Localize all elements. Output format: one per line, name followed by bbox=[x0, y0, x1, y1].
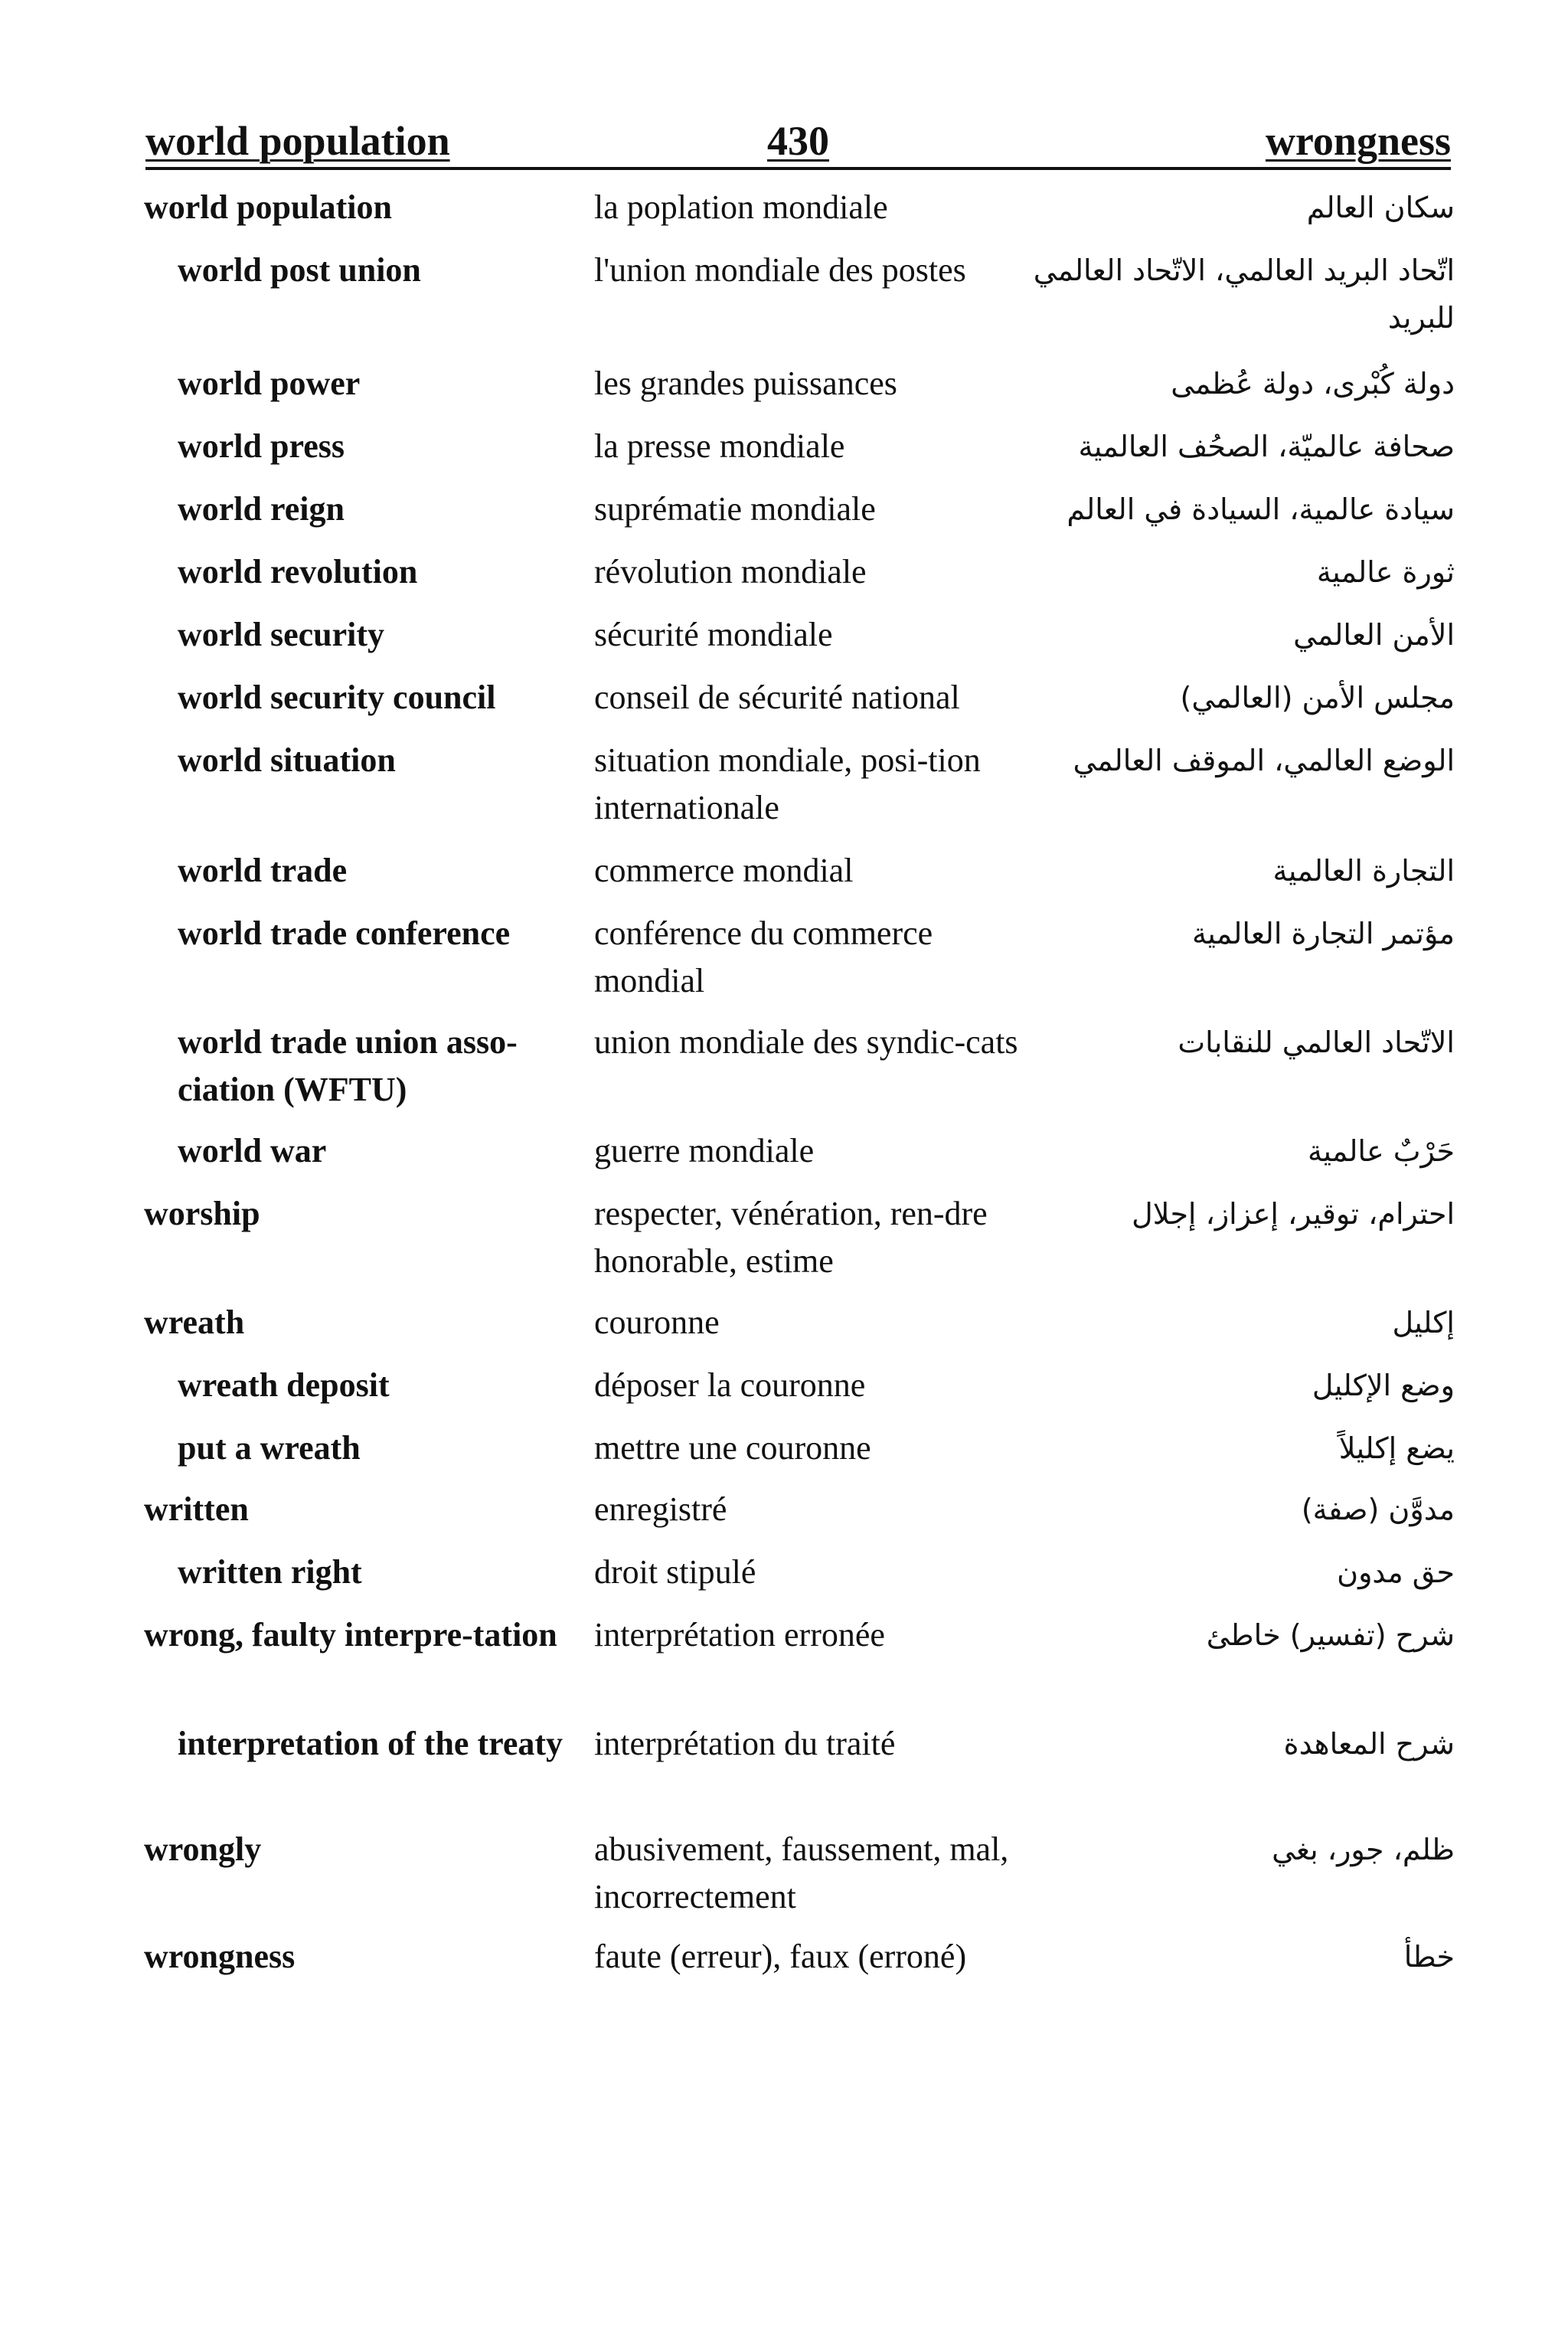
french-translation: guerre mondiale bbox=[594, 1132, 815, 1169]
french-translation: suprématie mondiale bbox=[594, 490, 876, 528]
arabic-translation: سيادة عالمية، السيادة في العالم bbox=[1067, 492, 1455, 526]
arabic-translation: مؤتمر التجارة العالمية bbox=[1191, 917, 1455, 950]
french-translation: la presse mondiale bbox=[594, 427, 845, 465]
english-term: interpretation of the treaty bbox=[178, 1725, 564, 1762]
french-translation: l'union mondiale des postes bbox=[594, 251, 966, 289]
arabic-translation: شرح المعاهدة bbox=[1283, 1727, 1455, 1761]
english-term: world power bbox=[178, 365, 361, 402]
arabic-translation: الأمن العالمي bbox=[1293, 618, 1455, 652]
french-translation: respecter, vénération, ren-dre honorable, estime bbox=[594, 1195, 988, 1280]
french-translation: sécurité mondiale bbox=[594, 616, 833, 653]
arabic-translation: ثورة عالمية bbox=[1316, 555, 1455, 589]
english-term: worship bbox=[144, 1195, 260, 1232]
french-translation: union mondiale des syndic-cats bbox=[594, 1023, 1018, 1061]
header-rule bbox=[145, 167, 1451, 170]
french-translation: interprétation erronée bbox=[594, 1616, 885, 1654]
french-translation: commerce mondial bbox=[594, 852, 854, 889]
arabic-translation: الاتّحاد العالمي للنقابات bbox=[1178, 1025, 1455, 1059]
english-term: world security council bbox=[178, 679, 496, 716]
english-term: world reign bbox=[178, 490, 345, 528]
english-term: world war bbox=[178, 1132, 327, 1169]
french-translation: révolution mondiale bbox=[594, 553, 867, 590]
english-term: wrong, faulty interpre-tation bbox=[144, 1616, 557, 1654]
french-translation: conseil de sécurité national bbox=[594, 679, 960, 716]
english-term: written right bbox=[178, 1553, 362, 1591]
english-term: world security bbox=[178, 616, 385, 653]
english-term: written bbox=[144, 1490, 249, 1528]
page-header bbox=[145, 115, 1451, 167]
english-term: wreath bbox=[144, 1304, 245, 1341]
english-term: world situation bbox=[178, 741, 396, 779]
arabic-translation: سكان العالم bbox=[1306, 191, 1455, 224]
french-translation: situation mondiale, posi-tion internationale bbox=[594, 741, 981, 826]
french-translation: droit stipulé bbox=[594, 1553, 756, 1591]
header-first-entry: world population bbox=[145, 118, 450, 164]
french-translation: déposer la couronne bbox=[594, 1366, 866, 1404]
page-number: 430 bbox=[767, 118, 829, 164]
french-translation: abusivement, faussement, mal, incorrectement bbox=[594, 1830, 1009, 1915]
english-term: world trade bbox=[178, 852, 348, 889]
french-translation: faute (erreur), faux (erroné) bbox=[594, 1938, 967, 1975]
arabic-translation: شرح (تفسير) خاطئ bbox=[1206, 1618, 1455, 1652]
arabic-translation: صحافة عالميّة، الصحُف العالمية bbox=[1078, 430, 1455, 463]
english-term: world trade conference bbox=[178, 914, 511, 952]
arabic-translation: التجارة العالمية bbox=[1272, 854, 1455, 888]
arabic-translation: مجلس الأمن (العالمي) bbox=[1180, 681, 1455, 715]
arabic-translation: خطأ bbox=[1403, 1940, 1455, 1974]
english-term: world post union bbox=[178, 251, 421, 289]
english-term: world press bbox=[178, 427, 345, 465]
english-term: wrongness bbox=[144, 1938, 296, 1975]
arabic-translation: حَرْبٌ عالمية bbox=[1308, 1134, 1455, 1168]
french-translation: enregistré bbox=[594, 1490, 727, 1528]
arabic-translation: مدوَّن (صفة) bbox=[1301, 1493, 1455, 1526]
arabic-translation: ظلم، جور، بغي bbox=[1272, 1833, 1455, 1866]
english-term: wreath deposit bbox=[178, 1366, 390, 1404]
french-translation: mettre une couronne bbox=[594, 1429, 871, 1467]
english-term: wrongly bbox=[144, 1830, 262, 1868]
arabic-translation: يضع إكليلاً bbox=[1338, 1431, 1455, 1465]
french-translation: interprétation du traité bbox=[594, 1725, 896, 1762]
english-term: world population bbox=[144, 188, 392, 226]
french-translation: couronne bbox=[594, 1304, 720, 1341]
arabic-translation: الوضع العالمي، الموقف العالمي bbox=[1073, 744, 1455, 777]
header-last-entry: wrongness bbox=[1265, 118, 1451, 164]
arabic-translation: إكليل bbox=[1392, 1306, 1455, 1340]
english-term: world revolution bbox=[178, 553, 418, 590]
french-translation: les grandes puissances bbox=[594, 365, 897, 402]
arabic-translation: احترام، توقير، إعزاز، إجلال bbox=[1132, 1197, 1455, 1231]
arabic-translation: اتّحاد البريد العالمي، الاتّحاد العالمي للبريد bbox=[1033, 254, 1455, 335]
arabic-translation: حق مدون bbox=[1337, 1555, 1455, 1589]
french-translation: conférence du commerce mondial bbox=[594, 914, 933, 999]
french-translation: la poplation mondiale bbox=[594, 188, 888, 226]
english-term: put a wreath bbox=[178, 1429, 361, 1467]
english-term: world trade union asso-ciation (WFTU) bbox=[178, 1023, 518, 1108]
arabic-translation: دولة كُبْرى، دولة عُظمى bbox=[1171, 367, 1455, 401]
arabic-translation: وضع الإكليل bbox=[1312, 1369, 1455, 1402]
